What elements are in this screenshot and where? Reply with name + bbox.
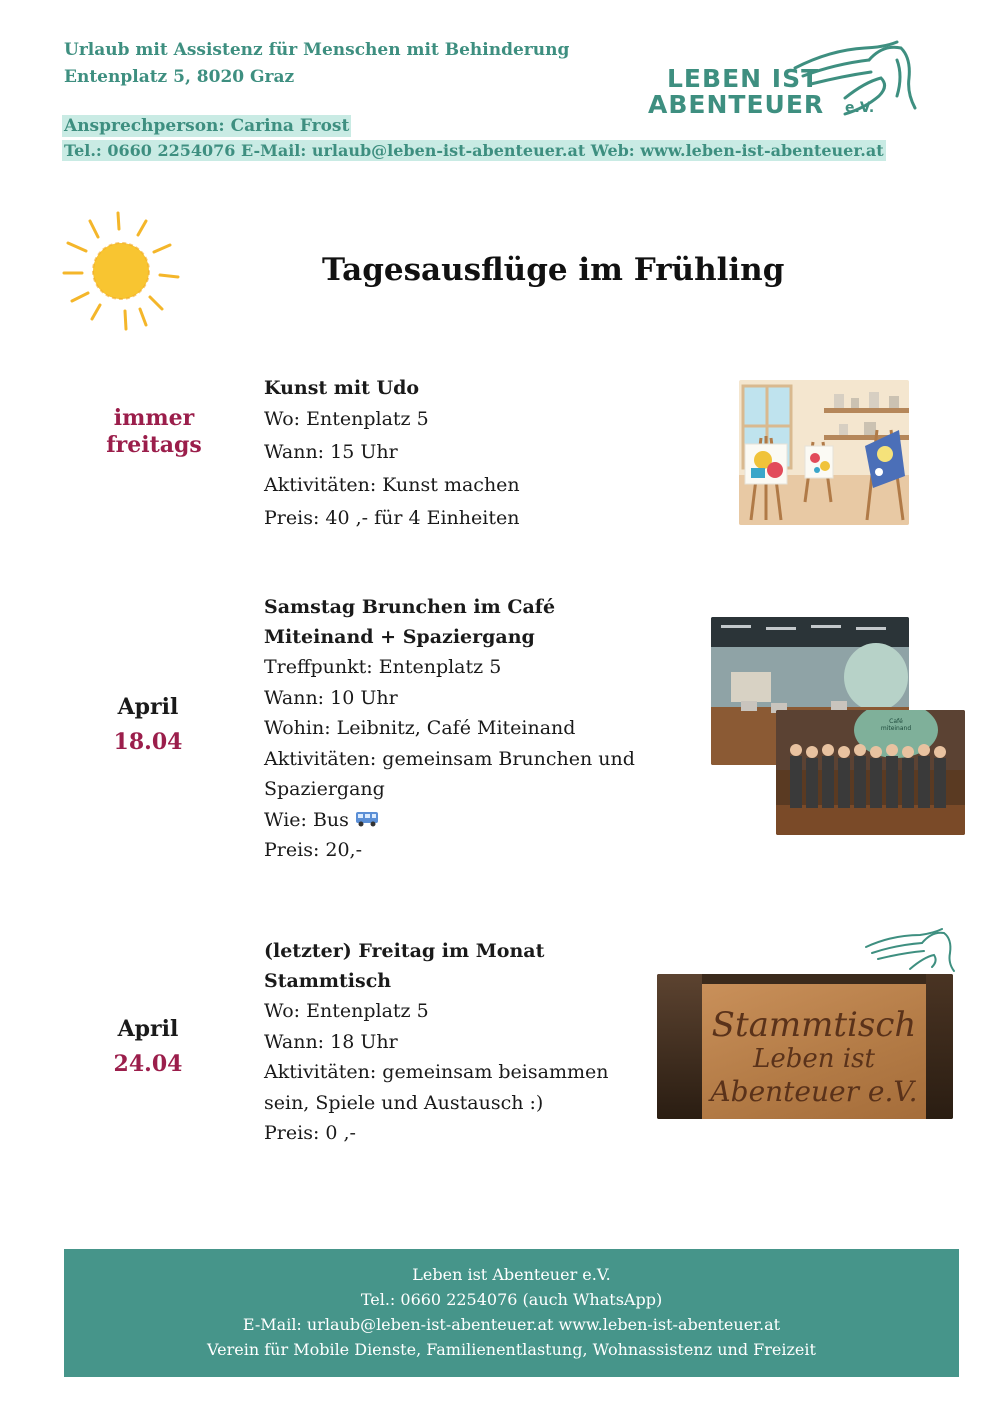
contact-person: Ansprechperson: Carina Frost xyxy=(64,116,350,136)
event-1-location: Wo: Entenplatz 5 xyxy=(264,408,429,430)
contact-details: Tel.: 0660 2254076 E-Mail: urlaub@leben-ist-abenteuer.at Web: www.leben-ist-abenteuer.at xyxy=(64,141,884,160)
sign-line-2: Leben ist xyxy=(753,1044,875,1074)
event-3-date-value: 24.04 xyxy=(113,1051,183,1077)
event-2-activity: Aktivitäten: gemeinsam Brunchen und xyxy=(264,747,635,770)
event-3-date-word: April xyxy=(117,1016,179,1042)
event-2-time: Wann: 10 Uhr xyxy=(264,686,398,709)
event-2-title-line-2: Miteinand + Spaziergang xyxy=(264,626,535,648)
logo xyxy=(645,38,935,128)
sign-line-3: Abenteuer e.V. xyxy=(710,1075,918,1108)
event-2-transport xyxy=(264,805,635,836)
event-2-destination: Wohin: Leibnitz, Café Miteinand xyxy=(264,717,576,739)
event-1-price: Preis: 40 ,- für 4 Einheiten xyxy=(264,507,520,529)
footer-description: Verein für Mobile Dienste, Familienentlastung, Wohnassistenz und Freizeit xyxy=(207,1340,816,1359)
event-2-meeting-point: Treffpunkt: Entenplatz 5 xyxy=(264,656,502,678)
event-3-location: Wo: Entenplatz 5 xyxy=(264,1000,429,1022)
event-1-date-word: immer xyxy=(113,405,195,431)
event-2-activity-cont: Spaziergang xyxy=(264,778,385,800)
sun-icon xyxy=(58,205,188,335)
cafe-sign-text: Café miteinand xyxy=(880,718,912,732)
footer-phone: Tel.: 0660 2254076 (auch WhatsApp) xyxy=(360,1290,663,1309)
event-2-text xyxy=(264,592,635,866)
logo-line-1: LEBEN IST xyxy=(667,64,820,93)
sign-line-1: Stammtisch xyxy=(711,1005,917,1045)
cafe-team-scene xyxy=(776,710,965,835)
bird-logo-icon xyxy=(785,38,920,118)
event-2-title-line-1: Samstag Brunchen im Café xyxy=(264,596,556,618)
event-2-price: Preis: 20,- xyxy=(264,839,363,861)
event-1-time: Wann: 15 Uhr xyxy=(264,441,398,463)
footer-org: Leben ist Abenteuer e.V. xyxy=(412,1265,611,1284)
event-3-text xyxy=(264,936,608,1149)
photo-left-edge xyxy=(657,974,702,1119)
event-3-time: Wann: 18 Uhr xyxy=(264,1030,398,1053)
event-3-title-line-1: (letzter) Freitag im Monat xyxy=(264,940,545,962)
event-3-price: Preis: 0 ,- xyxy=(264,1122,356,1144)
cafe-team-photo xyxy=(776,710,965,835)
event-3-date xyxy=(96,1012,200,1082)
footer xyxy=(64,1249,959,1377)
address: Entenplatz 5, 8020 Graz xyxy=(64,67,295,87)
wooden-sign xyxy=(702,984,926,1119)
bird-icon xyxy=(862,925,957,975)
bus-icon xyxy=(355,810,379,828)
event-1-title: Kunst mit Udo xyxy=(264,377,420,399)
photo-right-edge xyxy=(926,974,953,1119)
logo-line-2: ABENTEUER xyxy=(648,90,825,119)
logo-suffix: e.V. xyxy=(845,100,875,116)
event-3-activity-cont: sein, Spiele und Austausch :) xyxy=(264,1091,544,1114)
event-2-date-word: April xyxy=(117,694,179,720)
footer-contact: E-Mail: urlaub@leben-ist-abenteuer.at www.leben-ist-abenteuer.at xyxy=(242,1315,781,1334)
event-1-date xyxy=(96,405,212,459)
event-3-title-line-2: Stammtisch xyxy=(264,970,392,992)
org-line: Urlaub mit Assistenz für Menschen mit Behinderung xyxy=(64,40,570,60)
event-1-date-value: freitags xyxy=(106,432,202,458)
event-2-transport-label: Wie: Bus xyxy=(264,808,349,831)
event-3-activity: Aktivitäten: gemeinsam beisammen xyxy=(264,1061,609,1083)
event-2-date-value: 18.04 xyxy=(113,729,183,755)
stammtisch-sign-photo xyxy=(657,974,953,1119)
art-studio-illustration xyxy=(739,380,909,525)
page-title: Tagesausflüge im Frühling xyxy=(322,252,785,288)
event-1-text xyxy=(264,373,520,535)
event-2-date xyxy=(96,690,200,760)
event-1-activity: Aktivitäten: Kunst machen xyxy=(264,474,520,496)
